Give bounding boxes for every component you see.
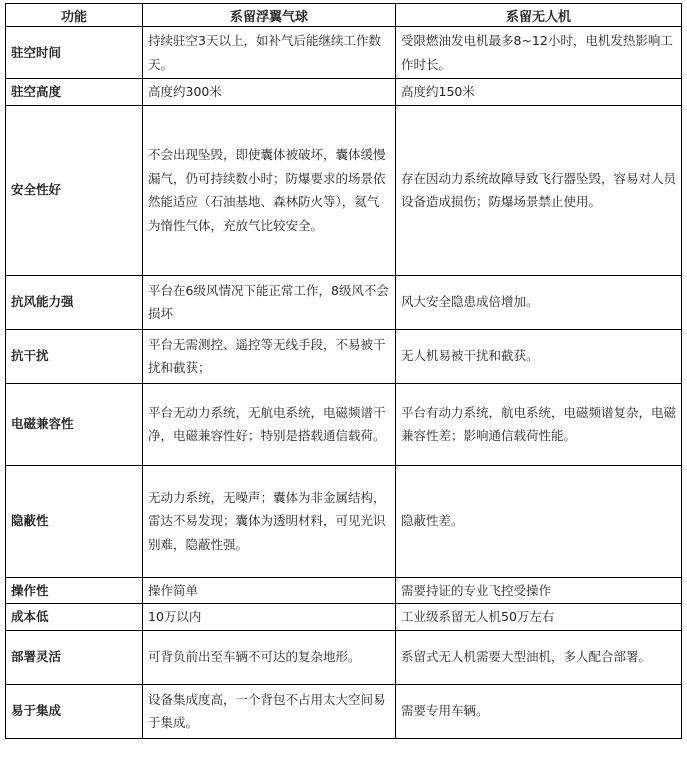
table-row [6, 105, 682, 275]
drone-cell: 受限燃油发电机最多8~12小时，电机发热影响工作时长。 [396, 27, 682, 79]
table-row [6, 27, 682, 79]
feature-cell: 驻空高度 [6, 79, 143, 106]
feature-cell: 安全性好 [6, 105, 143, 275]
drone-cell: 高度约150米 [396, 79, 682, 106]
balloon-cell: 10万以内 [143, 604, 396, 631]
drone-cell: 无人机易被干扰和截获。 [396, 329, 682, 383]
balloon-cell: 平台无动力系统，无航电系统，电磁频谱干净，电磁兼容性好；特别是搭载通信载荷。 [143, 383, 396, 465]
drone-cell: 风大安全隐患成倍增加。 [396, 275, 682, 329]
table-row [6, 465, 682, 577]
feature-cell: 操作性 [6, 577, 143, 604]
feature-cell: 成本低 [6, 604, 143, 631]
feature-cell: 抗干扰 [6, 329, 143, 383]
table-row [6, 383, 682, 465]
balloon-cell: 不会出现坠毁，即使囊体被破坏，囊体缓慢漏气，仍可持续数小时；防爆要求的场景依然能适应（石油基地、森林防火等），氦气为惰性气体，充放气比较安全。 [143, 105, 396, 275]
balloon-cell: 操作简单 [143, 577, 396, 604]
balloon-cell: 平台在6级风情况下能正常工作，8级风不会损坏 [143, 275, 396, 329]
table-row [6, 577, 682, 604]
drone-cell: 需要持证的专业飞控受操作 [396, 577, 682, 604]
header-tethered-drone: 系留无人机 [396, 4, 682, 27]
table-row [6, 329, 682, 383]
balloon-cell: 可背负前出至车辆不可达的复杂地形。 [143, 630, 396, 684]
drone-cell: 平台有动力系统，航电系统，电磁频谱复杂，电磁兼容性差；影响通信载荷性能。 [396, 383, 682, 465]
drone-cell: 存在因动力系统故障导致飞行器坠毁，容易对人员设备造成损伤；防爆场景禁止使用。 [396, 105, 682, 275]
drone-cell: 系留式无人机需要大型油机，多人配合部署。 [396, 630, 682, 684]
table-row [6, 604, 682, 631]
feature-cell: 电磁兼容性 [6, 383, 143, 465]
comparison-table [5, 3, 682, 739]
drone-cell: 需要专用车辆。 [396, 684, 682, 738]
balloon-cell: 设备集成度高，一个背包不占用太大空间易于集成。 [143, 684, 396, 738]
feature-cell: 驻空时间 [6, 27, 143, 79]
feature-cell: 抗风能力强 [6, 275, 143, 329]
header-tethered-balloon: 系留浮翼气球 [143, 4, 396, 27]
balloon-cell: 高度约300米 [143, 79, 396, 106]
drone-cell: 工业级系留无人机50万左右 [396, 604, 682, 631]
feature-cell: 隐蔽性 [6, 465, 143, 577]
table-row [6, 684, 682, 738]
header-feature: 功能 [6, 4, 143, 27]
drone-cell: 隐蔽性差。 [396, 465, 682, 577]
table-header-row [6, 4, 682, 27]
table-row [6, 275, 682, 329]
table-row [6, 630, 682, 684]
feature-cell: 部署灵活 [6, 630, 143, 684]
balloon-cell: 持续驻空3天以上，如补气后能继续工作数天。 [143, 27, 396, 79]
table-row [6, 79, 682, 106]
balloon-cell: 无动力系统，无噪声；囊体为非金属结构，雷达不易发现；囊体为透明材料，可见光识别难，隐蔽性强。 [143, 465, 396, 577]
feature-cell: 易于集成 [6, 684, 143, 738]
balloon-cell: 平台无需测控、遥控等无线手段，不易被干扰和截获； [143, 329, 396, 383]
